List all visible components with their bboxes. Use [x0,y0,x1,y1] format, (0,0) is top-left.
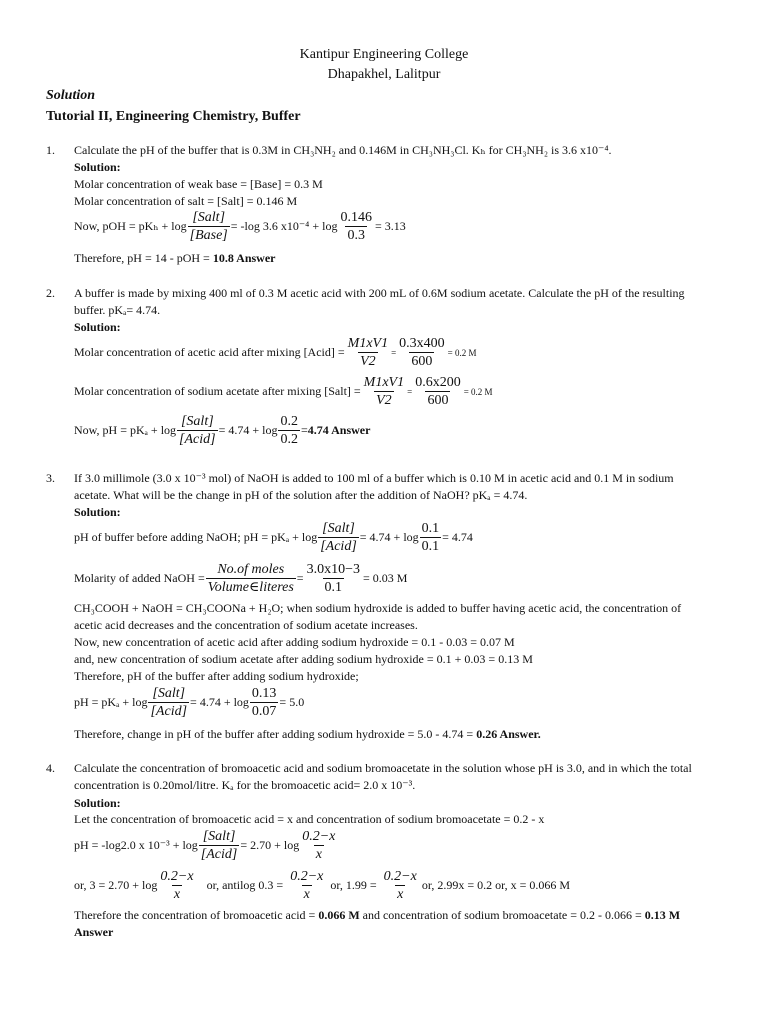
question-2-text-1: A buffer is made by mixing 400 ml of 0.3 M acetic acid with 200 mL of 0.6M sodium acetate. Calculate the pH of the resulting [74,286,685,300]
question-4-answer-label: Answer [74,925,114,939]
question-2-solution-label: Solution: [74,320,121,334]
question-1-answer-line [74,251,276,265]
eq-text: = 4.74 [442,530,473,544]
numerator: 0.2−x [160,869,194,884]
fraction [346,335,390,370]
answer-value: 0.26 Answer. [476,727,541,741]
tutorial-title: Tutorial II, Engineering Chemistry, Buffer [46,109,301,124]
question-1-poh-equation [74,209,406,244]
denominator: 0.07 [251,704,277,719]
numerator: M1xV1 [347,336,389,351]
question-2-number: 2. [46,286,55,300]
denominator: 600 [411,354,433,369]
eq-text: = 4.74 + log [190,695,249,709]
numerator: 0.1 [421,521,440,536]
fraction [338,209,374,244]
fraction [420,520,442,555]
numerator: 0.13 [251,686,277,701]
question-3-reaction-line-4: and, new concentration of sodium acetate after adding sodium hydroxide = 0.1 + 0.03 = 0.13 M [74,652,533,666]
question-3-text-2: acetate. What will be the change in pH of the solution after the addition of NaOH? pKₐ = 4.74. [74,488,528,502]
question-3-answer-line [74,727,541,741]
denominator: 0.3 [347,228,365,243]
question-4-ph-equation [74,828,338,863]
eq-text: Molar concentration of sodium acetate after mixing [Salt] = [74,384,361,398]
numerator: 0.2−x [290,869,324,884]
fraction [158,868,195,903]
question-1-number: 1. [46,143,55,157]
eq-text: = 0.2 M [463,386,493,397]
question-3-reaction-line-2: acetic acid decreases and the concentration of sodium acetate increases. [74,618,418,632]
eq-text: = 0.03 M [362,571,408,585]
answer-text: Therefore, pH = 14 - pOH = [74,251,213,265]
eq-text: = [391,347,397,358]
denominator: 0.1 [324,580,343,595]
question-3-reaction-line-5: Therefore, pH of the buffer after adding sodium hydroxide; [74,669,359,683]
question-3-before-equation [74,520,473,555]
eq-text: Molar concentration of acetic acid after mixing [Acid] = [74,345,345,359]
denominator: x [173,887,181,902]
numerator: 0.2−x [383,869,417,884]
answer-text: and concentration of sodium bromoacetate = 0.2 - 0.066 = [359,908,645,922]
question-2-ph-equation [74,413,370,448]
denominator: Volume∈literes [207,580,294,595]
numerator: [Salt] [152,686,186,701]
answer-text: Therefore the concentration of bromoacetic acid = [74,908,319,922]
eq-text: pH = -log2.0 x 10⁻³ + log [74,838,198,852]
fraction [305,561,362,596]
numerator: No.of moles [217,562,285,577]
numerator: [Salt] [322,521,355,536]
college-name: Kantipur Engineering College [299,47,469,62]
eq-text: Molarity of added NaOH = [74,571,205,585]
eq-text: = 2.70 + log [240,838,300,852]
eq-text: = 0.2 M [447,347,477,358]
fraction [177,413,218,448]
eq-text: = -log 3.6 x10⁻⁴ + log [230,219,338,233]
question-1-line-1: Molar concentration of weak base = [Base] = 0.3 M [74,177,323,191]
question-4-solution-label: Solution: [74,796,121,810]
fraction [413,374,463,409]
eq-text: = 4.74 + log [218,423,278,437]
eq-text: = [407,386,413,397]
denominator: V2 [376,393,392,408]
eq-text: = [296,571,304,585]
eq-text: pH = pKₐ + log [74,695,148,709]
eq-text: = 5.0 [279,695,305,709]
question-2-acid-equation [74,335,477,370]
question-1-solution-label: Solution: [74,160,121,174]
numerator: [Salt] [202,829,236,844]
denominator: V2 [360,354,376,369]
question-1-text: Calculate the pH of the buffer that is 0.3M in CH₃NH₂ and 0.146M in CH₃NH₃Cl. Kₕ for CH₃NH₂ is 3.6 x10⁻⁴. [74,143,612,157]
eq-text: = 4.74 + log [359,530,419,544]
question-3-reaction-line-1: CH₃COOH + NaOH = CH₃COONa + H₂O; when sodium hydroxide is added to buffer having acetic acid, the concentration of [74,601,682,615]
answer-value: 4.74 Answer [307,423,371,437]
eq-text: = 3.13 [374,219,406,233]
fraction [300,828,337,863]
fraction [199,828,240,863]
fraction [362,374,406,409]
fraction [206,561,296,596]
question-4-text-1: Calculate the concentration of bromoacetic acid and sodium bromoacetate in the solution whose pH is 3.0, and in which the total [74,761,692,775]
question-2-salt-equation [74,374,493,409]
eq-text: = [300,423,308,437]
fraction [318,520,359,555]
college-address: Dhapakhel, Lalitpur [327,67,441,82]
fraction [148,685,189,720]
numerator: [Salt] [192,210,226,225]
denominator: x [397,887,404,902]
answer-value: 0.066 M [318,908,360,922]
denominator: 600 [427,393,449,408]
numerator: M1xV1 [363,375,405,390]
fraction [250,685,279,720]
denominator: x [303,887,310,902]
question-4-solve-equation [74,868,570,903]
fraction [288,868,325,903]
question-3-molarity-equation [74,561,407,596]
question-3-reaction-line-3: Now, new concentration of acetic acid after adding sodium hydroxide = 0.1 - 0.03 = 0.07 M [74,635,515,649]
denominator: 0.1 [421,539,440,554]
question-3-after-equation [74,685,304,720]
question-4-therefore-line [74,908,680,922]
denominator: 0.2 [280,432,298,447]
question-1-line-2: Molar concentration of salt = [Salt] = 0.146 M [74,194,298,208]
eq-text: Now, pOH = pKₕ + log [74,219,187,233]
solution-label: Solution [46,88,96,103]
denominator: [Acid] [200,847,238,862]
answer-text: Therefore, change in pH of the buffer after adding sodium hydroxide = 5.0 - 4.74 = [74,727,477,741]
eq-text: or, 1.99 = [330,878,377,892]
eq-text: or, antilog 0.3 = [206,878,284,892]
eq-text: or, 2.99x = 0.2 or, x = 0.066 M [421,878,571,892]
fraction [382,868,419,903]
numerator: [Salt] [180,414,214,429]
eq-text: pH of buffer before adding NaOH; pH = pKₐ + log [74,530,318,544]
question-4-let-line: Let the concentration of bromoacetic acid = x and concentration of sodium bromoacetate = 0.2 - x [74,812,545,826]
answer-value: 10.8 Answer [212,251,276,265]
denominator: [Base] [189,228,228,243]
numerator: 3.0x10−3 [306,562,360,577]
denominator: [Acid] [179,432,216,447]
question-3-number: 3. [46,471,55,485]
question-2-text-2: buffer. pKₐ= 4.74. [74,303,161,317]
fraction [278,413,300,448]
numerator: 0.146 [340,210,372,225]
question-3-text-1: If 3.0 millimole (3.0 x 10⁻³ mol) of NaOH is added to 100 ml of a buffer which is 0.10 M in acetic acid and 0.1 M in sodium [74,471,674,485]
fraction [188,209,230,244]
numerator: 0.2 [280,414,298,429]
eq-text: or, 3 = 2.70 + log [74,878,158,892]
answer-value: 0.13 M [644,908,681,922]
question-4-text-2: concentration is 0.20mol/litre. Kₐ for the bromoacetic acid= 2.0 x 10⁻³. [74,778,416,792]
eq-text: Now, pH = pKₐ + log [74,423,177,437]
question-3-solution-label: Solution: [74,505,121,519]
numerator: 0.2−x [302,829,336,844]
question-4-number: 4. [46,761,55,775]
numerator: 0.3x400 [399,336,445,351]
numerator: 0.6x200 [415,375,461,390]
denominator: x [315,847,322,862]
denominator: [Acid] [320,539,357,554]
fraction [397,335,447,370]
denominator: [Acid] [150,704,188,719]
